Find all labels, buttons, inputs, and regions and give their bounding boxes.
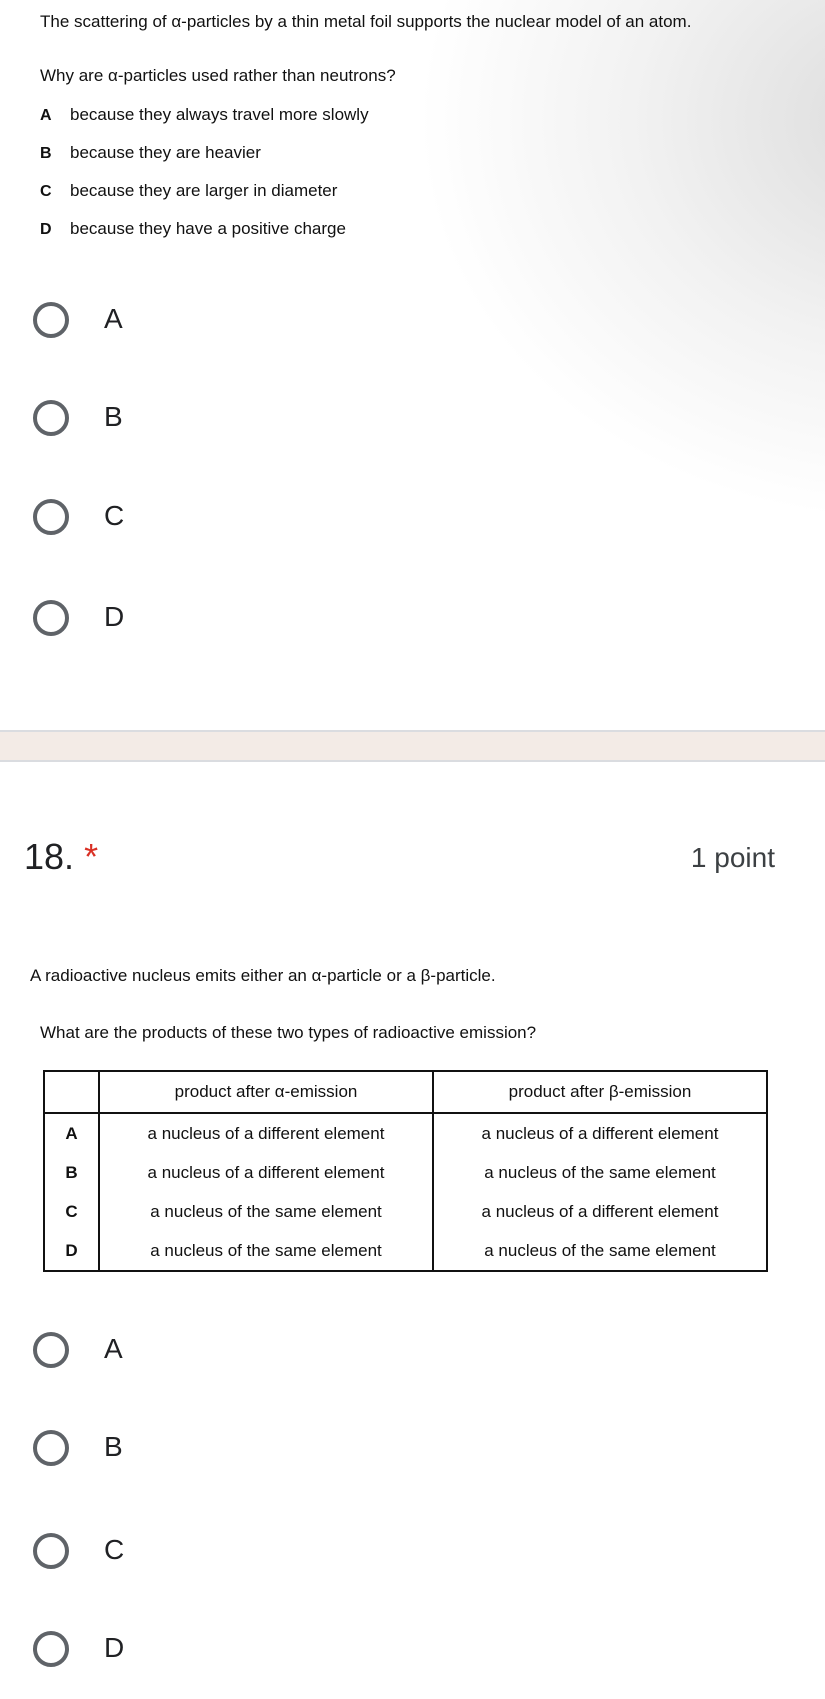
radio-button[interactable] [33,1430,69,1466]
choice-label[interactable]: C [104,500,125,531]
radio-button[interactable] [33,1533,69,1569]
table-cell: a nucleus of the same element [433,1153,767,1192]
q18-options-table [43,1070,768,1272]
q17-stem: The scattering of α-particles by a thin metal foil supports the nuclear model of an atom. [40,12,692,31]
option-text: because they are heavier [70,143,261,162]
radio-button[interactable] [33,600,69,636]
row-key: B [44,1153,99,1192]
radio-button[interactable] [33,400,69,436]
table-row [44,1153,767,1192]
q18-points: 1 point [690,842,775,873]
q18-title [24,836,98,878]
table-cell: a nucleus of a different element [433,1113,767,1153]
header-cell [44,1071,99,1113]
choice-label[interactable]: B [104,401,123,432]
table-cell: a nucleus of a different element [433,1192,767,1231]
choice-label[interactable]: B [104,1431,123,1462]
radio-button[interactable] [33,1332,69,1368]
radio-button[interactable] [33,499,69,535]
q17-option-b [40,143,261,163]
q17-option-c [40,181,337,201]
header-cell: product after β-emission [433,1071,767,1113]
option-text: because they have a positive charge [70,219,346,238]
question-number: 18. [24,836,75,877]
option-letter: B [40,145,52,162]
choice-label[interactable]: D [104,1632,125,1663]
table-row [44,1192,767,1231]
q18-stem: A radioactive nucleus emits either an α-particle or a β-particle. [30,966,496,985]
choice-label[interactable]: A [104,303,123,334]
q17-option-d [40,219,346,239]
radio-button[interactable] [33,1631,69,1667]
table-cell: a nucleus of a different element [99,1153,433,1192]
table-row [44,1231,767,1271]
row-key: A [44,1113,99,1153]
table-row [44,1113,767,1153]
section-divider [0,730,825,762]
q18-question: What are the products of these two types of radioactive emission? [40,1023,537,1042]
table-header-row [44,1071,767,1113]
option-text: because they are larger in diameter [70,181,338,200]
header-cell: product after α-emission [99,1071,433,1113]
q17-question: Why are α-particles used rather than neutrons? [40,66,396,85]
table-cell: a nucleus of a different element [99,1113,433,1153]
table-cell: a nucleus of the same element [99,1192,433,1231]
table-cell: a nucleus of the same element [99,1231,433,1271]
option-letter: A [40,107,52,124]
table-cell: a nucleus of the same element [433,1231,767,1271]
choice-label[interactable]: A [104,1333,123,1364]
choice-label[interactable]: C [104,1534,125,1565]
required-asterisk: * [84,836,99,877]
choice-label[interactable]: D [104,601,125,632]
q17-option-a [40,105,369,125]
option-letter: D [40,221,52,238]
row-key: C [44,1192,99,1231]
option-text: because they always travel more slowly [70,105,369,124]
radio-button[interactable] [33,302,69,338]
option-letter: C [40,183,52,200]
row-key: D [44,1231,99,1271]
